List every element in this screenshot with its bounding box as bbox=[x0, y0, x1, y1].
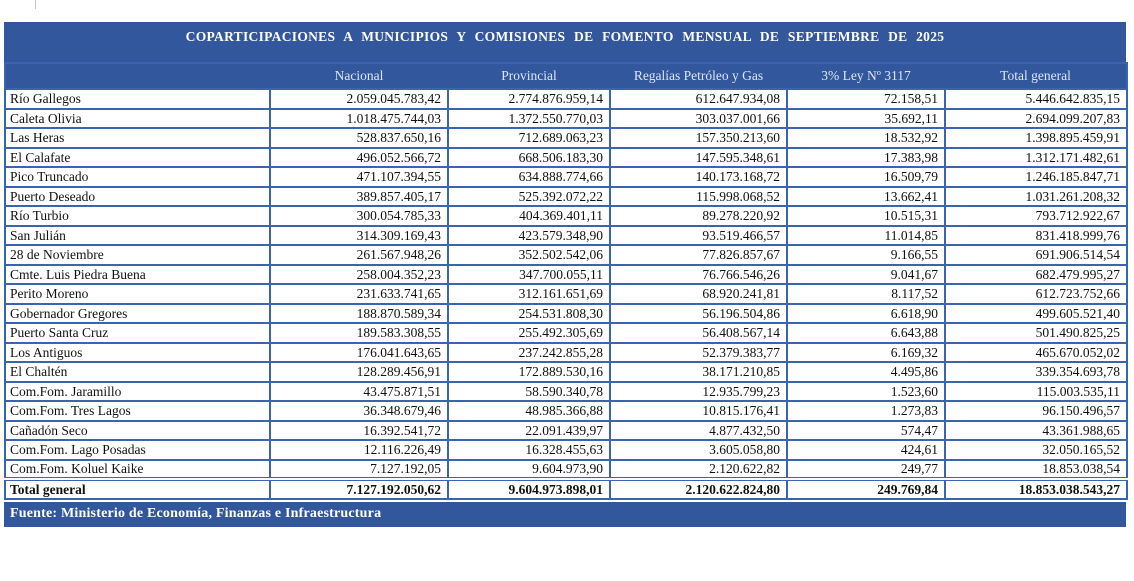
value-cell: 172.889.530,16 bbox=[448, 362, 610, 382]
coparticipaciones-report bbox=[4, 22, 1126, 527]
column-header: 3% Ley Nº 3117 bbox=[787, 63, 945, 89]
value-cell: 249,77 bbox=[787, 460, 945, 480]
table-row bbox=[5, 440, 1127, 460]
municipality-cell: Río Turbio bbox=[5, 206, 270, 226]
value-cell: 258.004.352,23 bbox=[270, 265, 448, 285]
report-title: COPARTICIPACIONES A MUNICIPIOS Y COMISIONES DE FOMENTO MENSUAL DE SEPTIEMBRE DE 2025 bbox=[185, 29, 945, 44]
value-cell: 525.392.072,22 bbox=[448, 187, 610, 207]
source-bar bbox=[4, 502, 1126, 527]
municipality-cell: Puerto Santa Cruz bbox=[5, 323, 270, 343]
value-cell: 1.523,60 bbox=[787, 382, 945, 402]
value-cell: 68.920.241,81 bbox=[610, 284, 787, 304]
value-cell: 496.052.566,72 bbox=[270, 148, 448, 168]
value-cell: 1.031.261.208,32 bbox=[945, 187, 1127, 207]
municipality-cell: 28 de Noviembre bbox=[5, 245, 270, 265]
value-cell: 255.492.305,69 bbox=[448, 323, 610, 343]
value-cell: 76.766.546,26 bbox=[610, 265, 787, 285]
value-cell: 11.014,85 bbox=[787, 226, 945, 246]
value-cell: 1.273,83 bbox=[787, 401, 945, 421]
value-cell: 147.595.348,61 bbox=[610, 148, 787, 168]
value-cell: 188.870.589,34 bbox=[270, 304, 448, 324]
value-cell: 189.583.308,55 bbox=[270, 323, 448, 343]
table-row bbox=[5, 226, 1127, 246]
table-body bbox=[5, 89, 1127, 499]
value-cell: 16.392.541,72 bbox=[270, 421, 448, 441]
value-cell: 2.059.045.783,42 bbox=[270, 89, 448, 109]
value-cell: 314.309.169,43 bbox=[270, 226, 448, 246]
value-cell: 389.857.405,17 bbox=[270, 187, 448, 207]
table-row bbox=[5, 362, 1127, 382]
municipality-cell: Los Antiguos bbox=[5, 343, 270, 363]
value-cell: 339.354.693,78 bbox=[945, 362, 1127, 382]
value-cell: 9.604.973.898,01 bbox=[448, 479, 610, 499]
value-cell: 18.532,92 bbox=[787, 128, 945, 148]
value-cell: 56.408.567,14 bbox=[610, 323, 787, 343]
municipality-cell: El Calafate bbox=[5, 148, 270, 168]
table-row bbox=[5, 460, 1127, 480]
municipality-cell: Puerto Deseado bbox=[5, 187, 270, 207]
value-cell: 612.723.752,66 bbox=[945, 284, 1127, 304]
value-cell: 35.692,11 bbox=[787, 109, 945, 129]
value-cell: 8.117,52 bbox=[787, 284, 945, 304]
value-cell: 424,61 bbox=[787, 440, 945, 460]
table-row bbox=[5, 128, 1127, 148]
table-row bbox=[5, 401, 1127, 421]
value-cell: 56.196.504,86 bbox=[610, 304, 787, 324]
column-header: Total general bbox=[945, 63, 1127, 89]
value-cell: 18.853.038,54 bbox=[945, 460, 1127, 480]
value-cell: 93.519.466,57 bbox=[610, 226, 787, 246]
row-label-column-header bbox=[5, 63, 270, 89]
column-header: Nacional bbox=[270, 63, 448, 89]
value-cell: 7.127.192.050,62 bbox=[270, 479, 448, 499]
column-header-row bbox=[5, 63, 1127, 89]
value-cell: 176.041.643,65 bbox=[270, 343, 448, 363]
value-cell: 43.475.871,51 bbox=[270, 382, 448, 402]
value-cell: 52.379.383,77 bbox=[610, 343, 787, 363]
municipality-cell: Perito Moreno bbox=[5, 284, 270, 304]
municipality-cell: Com.Fom. Lago Posadas bbox=[5, 440, 270, 460]
total-label-cell: Total general bbox=[5, 479, 270, 499]
value-cell: 1.018.475.744,03 bbox=[270, 109, 448, 129]
municipality-cell: Caleta Olivia bbox=[5, 109, 270, 129]
value-cell: 77.826.857,67 bbox=[610, 245, 787, 265]
table-row bbox=[5, 148, 1127, 168]
value-cell: 303.037.001,66 bbox=[610, 109, 787, 129]
value-cell: 140.173.168,72 bbox=[610, 167, 787, 187]
column-header: Regalías Petróleo y Gas bbox=[610, 63, 787, 89]
value-cell: 300.054.785,33 bbox=[270, 206, 448, 226]
value-cell: 38.171.210,85 bbox=[610, 362, 787, 382]
value-cell: 16.328.455,63 bbox=[448, 440, 610, 460]
municipality-cell: El Chaltén bbox=[5, 362, 270, 382]
value-cell: 6.618,90 bbox=[787, 304, 945, 324]
value-cell: 465.670.052,02 bbox=[945, 343, 1127, 363]
municipality-cell: Pico Truncado bbox=[5, 167, 270, 187]
value-cell: 9.041,67 bbox=[787, 265, 945, 285]
table-row bbox=[5, 167, 1127, 187]
table-row bbox=[5, 206, 1127, 226]
value-cell: 58.590.340,78 bbox=[448, 382, 610, 402]
value-cell: 2.120.622,82 bbox=[610, 460, 787, 480]
value-cell: 1.312.171.482,61 bbox=[945, 148, 1127, 168]
table-row bbox=[5, 245, 1127, 265]
value-cell: 115.998.068,52 bbox=[610, 187, 787, 207]
value-cell: 712.689.063,23 bbox=[448, 128, 610, 148]
source-text: Fuente: Ministerio de Economía, Finanzas e Infraestructura bbox=[10, 506, 382, 521]
value-cell: 423.579.348,90 bbox=[448, 226, 610, 246]
value-cell: 1.246.185.847,71 bbox=[945, 167, 1127, 187]
value-cell: 5.446.642.835,15 bbox=[945, 89, 1127, 109]
table-row bbox=[5, 304, 1127, 324]
table-row bbox=[5, 89, 1127, 109]
table-row bbox=[5, 265, 1127, 285]
value-cell: 691.906.514,54 bbox=[945, 245, 1127, 265]
value-cell: 3.605.058,80 bbox=[610, 440, 787, 460]
municipality-cell: Gobernador Gregores bbox=[5, 304, 270, 324]
value-cell: 1.372.550.770,03 bbox=[448, 109, 610, 129]
value-cell: 22.091.439,97 bbox=[448, 421, 610, 441]
value-cell: 237.242.855,28 bbox=[448, 343, 610, 363]
column-header: Provincial bbox=[448, 63, 610, 89]
value-cell: 36.348.679,46 bbox=[270, 401, 448, 421]
value-cell: 793.712.922,67 bbox=[945, 206, 1127, 226]
value-cell: 668.506.183,30 bbox=[448, 148, 610, 168]
value-cell: 249.769,84 bbox=[787, 479, 945, 499]
value-cell: 1.398.895.459,91 bbox=[945, 128, 1127, 148]
value-cell: 17.383,98 bbox=[787, 148, 945, 168]
value-cell: 612.647.934,08 bbox=[610, 89, 787, 109]
value-cell: 157.350.213,60 bbox=[610, 128, 787, 148]
value-cell: 16.509,79 bbox=[787, 167, 945, 187]
table-row bbox=[5, 323, 1127, 343]
value-cell: 501.490.825,25 bbox=[945, 323, 1127, 343]
value-cell: 89.278.220,92 bbox=[610, 206, 787, 226]
value-cell: 10.515,31 bbox=[787, 206, 945, 226]
value-cell: 4.877.432,50 bbox=[610, 421, 787, 441]
value-cell: 634.888.774,66 bbox=[448, 167, 610, 187]
value-cell: 682.479.995,27 bbox=[945, 265, 1127, 285]
value-cell: 9.166,55 bbox=[787, 245, 945, 265]
municipality-cell: Com.Fom. Tres Lagos bbox=[5, 401, 270, 421]
value-cell: 471.107.394,55 bbox=[270, 167, 448, 187]
value-cell: 115.003.535,11 bbox=[945, 382, 1127, 402]
table-title-bar bbox=[4, 22, 1126, 62]
municipality-cell: Com.Fom. Koluel Kaike bbox=[5, 460, 270, 480]
value-cell: 574,47 bbox=[787, 421, 945, 441]
value-cell: 6.169,32 bbox=[787, 343, 945, 363]
municipality-cell: Cmte. Luis Piedra Buena bbox=[5, 265, 270, 285]
municipality-cell: San Julián bbox=[5, 226, 270, 246]
value-cell: 347.700.055,11 bbox=[448, 265, 610, 285]
value-cell: 528.837.650,16 bbox=[270, 128, 448, 148]
value-cell: 6.643,88 bbox=[787, 323, 945, 343]
value-cell: 43.361.988,65 bbox=[945, 421, 1127, 441]
municipality-cell: Las Heras bbox=[5, 128, 270, 148]
value-cell: 312.161.651,69 bbox=[448, 284, 610, 304]
top-left-cell-edge bbox=[35, 0, 36, 9]
value-cell: 12.935.799,23 bbox=[610, 382, 787, 402]
table-row bbox=[5, 421, 1127, 441]
table-row bbox=[5, 187, 1127, 207]
value-cell: 2.774.876.959,14 bbox=[448, 89, 610, 109]
value-cell: 499.605.521,40 bbox=[945, 304, 1127, 324]
value-cell: 7.127.192,05 bbox=[270, 460, 448, 480]
total-row bbox=[5, 479, 1127, 499]
value-cell: 404.369.401,11 bbox=[448, 206, 610, 226]
value-cell: 128.289.456,91 bbox=[270, 362, 448, 382]
municipality-cell: Río Gallegos bbox=[5, 89, 270, 109]
table-row bbox=[5, 109, 1127, 129]
value-cell: 96.150.496,57 bbox=[945, 401, 1127, 421]
value-cell: 13.662,41 bbox=[787, 187, 945, 207]
value-cell: 231.633.741,65 bbox=[270, 284, 448, 304]
municipality-cell: Com.Fom. Jaramillo bbox=[5, 382, 270, 402]
municipality-cell: Cañadón Seco bbox=[5, 421, 270, 441]
value-cell: 72.158,51 bbox=[787, 89, 945, 109]
value-cell: 4.495,86 bbox=[787, 362, 945, 382]
value-cell: 12.116.226,49 bbox=[270, 440, 448, 460]
value-cell: 2.120.622.824,80 bbox=[610, 479, 787, 499]
table-row bbox=[5, 343, 1127, 363]
coparticipaciones-table bbox=[4, 62, 1128, 500]
value-cell: 352.502.542,06 bbox=[448, 245, 610, 265]
value-cell: 18.853.038.543,27 bbox=[945, 479, 1127, 499]
value-cell: 9.604.973,90 bbox=[448, 460, 610, 480]
value-cell: 48.985.366,88 bbox=[448, 401, 610, 421]
table-row bbox=[5, 284, 1127, 304]
value-cell: 261.567.948,26 bbox=[270, 245, 448, 265]
value-cell: 254.531.808,30 bbox=[448, 304, 610, 324]
value-cell: 32.050.165,52 bbox=[945, 440, 1127, 460]
value-cell: 831.418.999,76 bbox=[945, 226, 1127, 246]
value-cell: 2.694.099.207,83 bbox=[945, 109, 1127, 129]
table-row bbox=[5, 382, 1127, 402]
value-cell: 10.815.176,41 bbox=[610, 401, 787, 421]
